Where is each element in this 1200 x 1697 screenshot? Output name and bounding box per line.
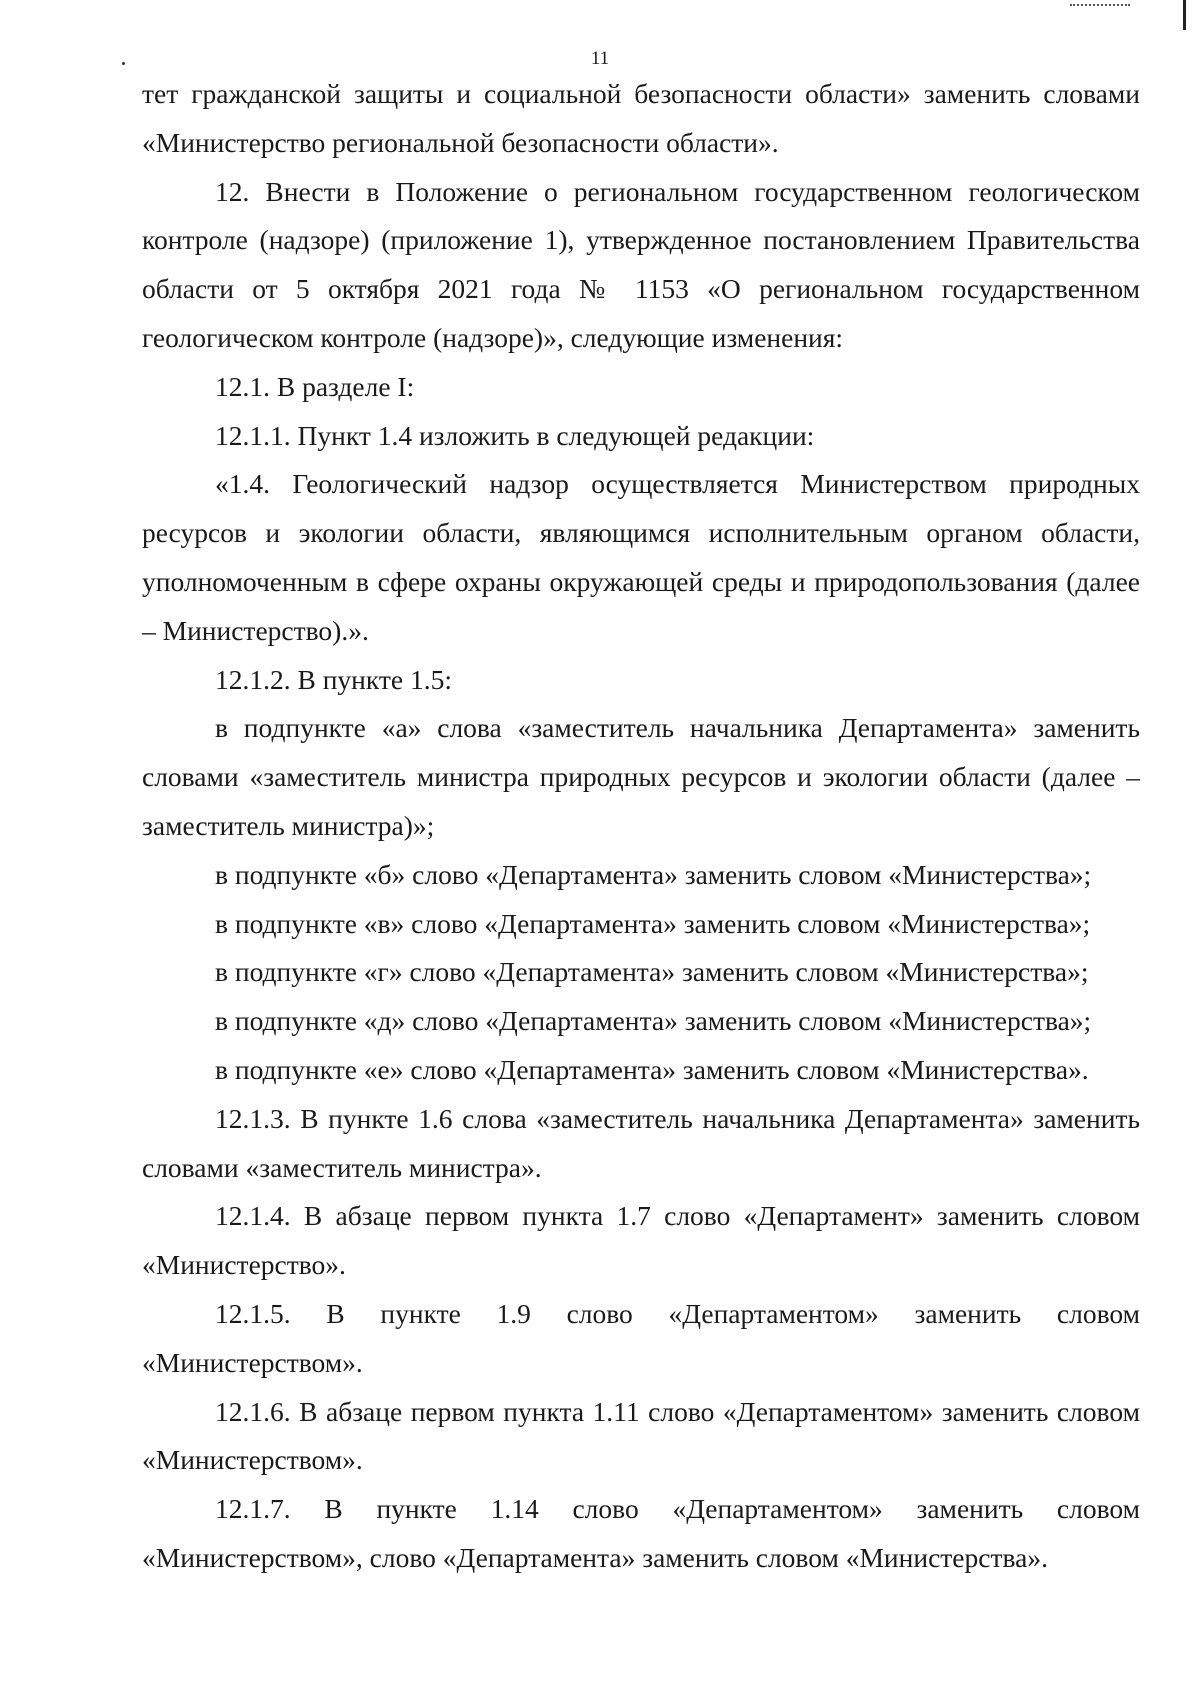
document-body [142,70,1140,1583]
paragraph-item-12-1-2: 12.1.2. В пункте 1.5: [215,663,453,695]
paragraph-continuation: тет гражданской защиты и социальной безопасности области» заменить словами «Министерство региональной безопасности области». [142,78,1140,158]
paragraph-item-12-1-7: 12.1.7. В пункте 1.14 слово «Департаментом» заменить словом «Министерством», слово «Департамента» заменить словом «Министерства». [142,1493,1140,1573]
paragraph-item-12: 12. Внести в Положение о региональном государственном геологическом контроле (надзоре) (приложение 1), утвержденное постановлением Правительства области от 5 октября 2021 года № 1153 «О региональном государственном геологическом контроле (надзоре)», следующие изменения: [142,175,1140,353]
scan-artifact-dots [1070,0,1130,6]
paragraph-subitem-v: в подпункте «в» слово «Департамента» заменить словом «Министерства»; [215,907,1091,939]
paragraph-subitem-d: в подпункте «д» слово «Департамента» заменить словом «Министерства»; [215,1005,1092,1037]
paragraph-item-12-1-1: 12.1.1. Пункт 1.4 изложить в следующей редакции: [215,419,815,451]
paragraph-item-12-1-4: 12.1.4. В абзаце первом пункта 1.7 слово «Департамент» заменить словом «Министерство». [142,1200,1140,1281]
paragraph-subitem-e: в подпункте «е» слово «Департамента» заменить словом «Министерства». [215,1053,1089,1085]
paragraph-item-12-1-5: 12.1.5. В пункте 1.9 слово «Департаментом» заменить словом «Министерством». [142,1297,1140,1378]
scan-artifact-edge [1183,0,1200,30]
page-number: 11 [590,48,610,69]
paragraph-item-12-1-6: 12.1.6. В абзаце первом пункта 1.11 слово «Департаментом» заменить словом «Министерством». [142,1395,1140,1476]
paragraph-quote-1-4: «1.4. Геологический надзор осуществляется Министерством природных ресурсов и экологии области, являющимся исполнительным органом области, уполномоченным в сфере охраны окружающей среды и природопользования (далее – Министерство).». [142,468,1140,646]
paragraph-item-12-1-3: 12.1.3. В пункте 1.6 слова «заместитель начальника Департамента» заменить словами «заместитель министра». [142,1102,1140,1183]
paragraph-subitem-a: в подпункте «а» слова «заместитель начальника Департамента» заменить словами «заместитель министра природных ресурсов и экологии области (далее – заместитель министра)»; [142,712,1140,841]
paragraph-subitem-b: в подпункте «б» слово «Департамента» заменить словом «Министерства»; [215,858,1092,890]
paragraph-subitem-g: в подпункте «г» слово «Департамента» заменить словом «Министерства»; [215,956,1089,988]
paragraph-item-12-1: 12.1. В разделе I: [215,370,415,402]
